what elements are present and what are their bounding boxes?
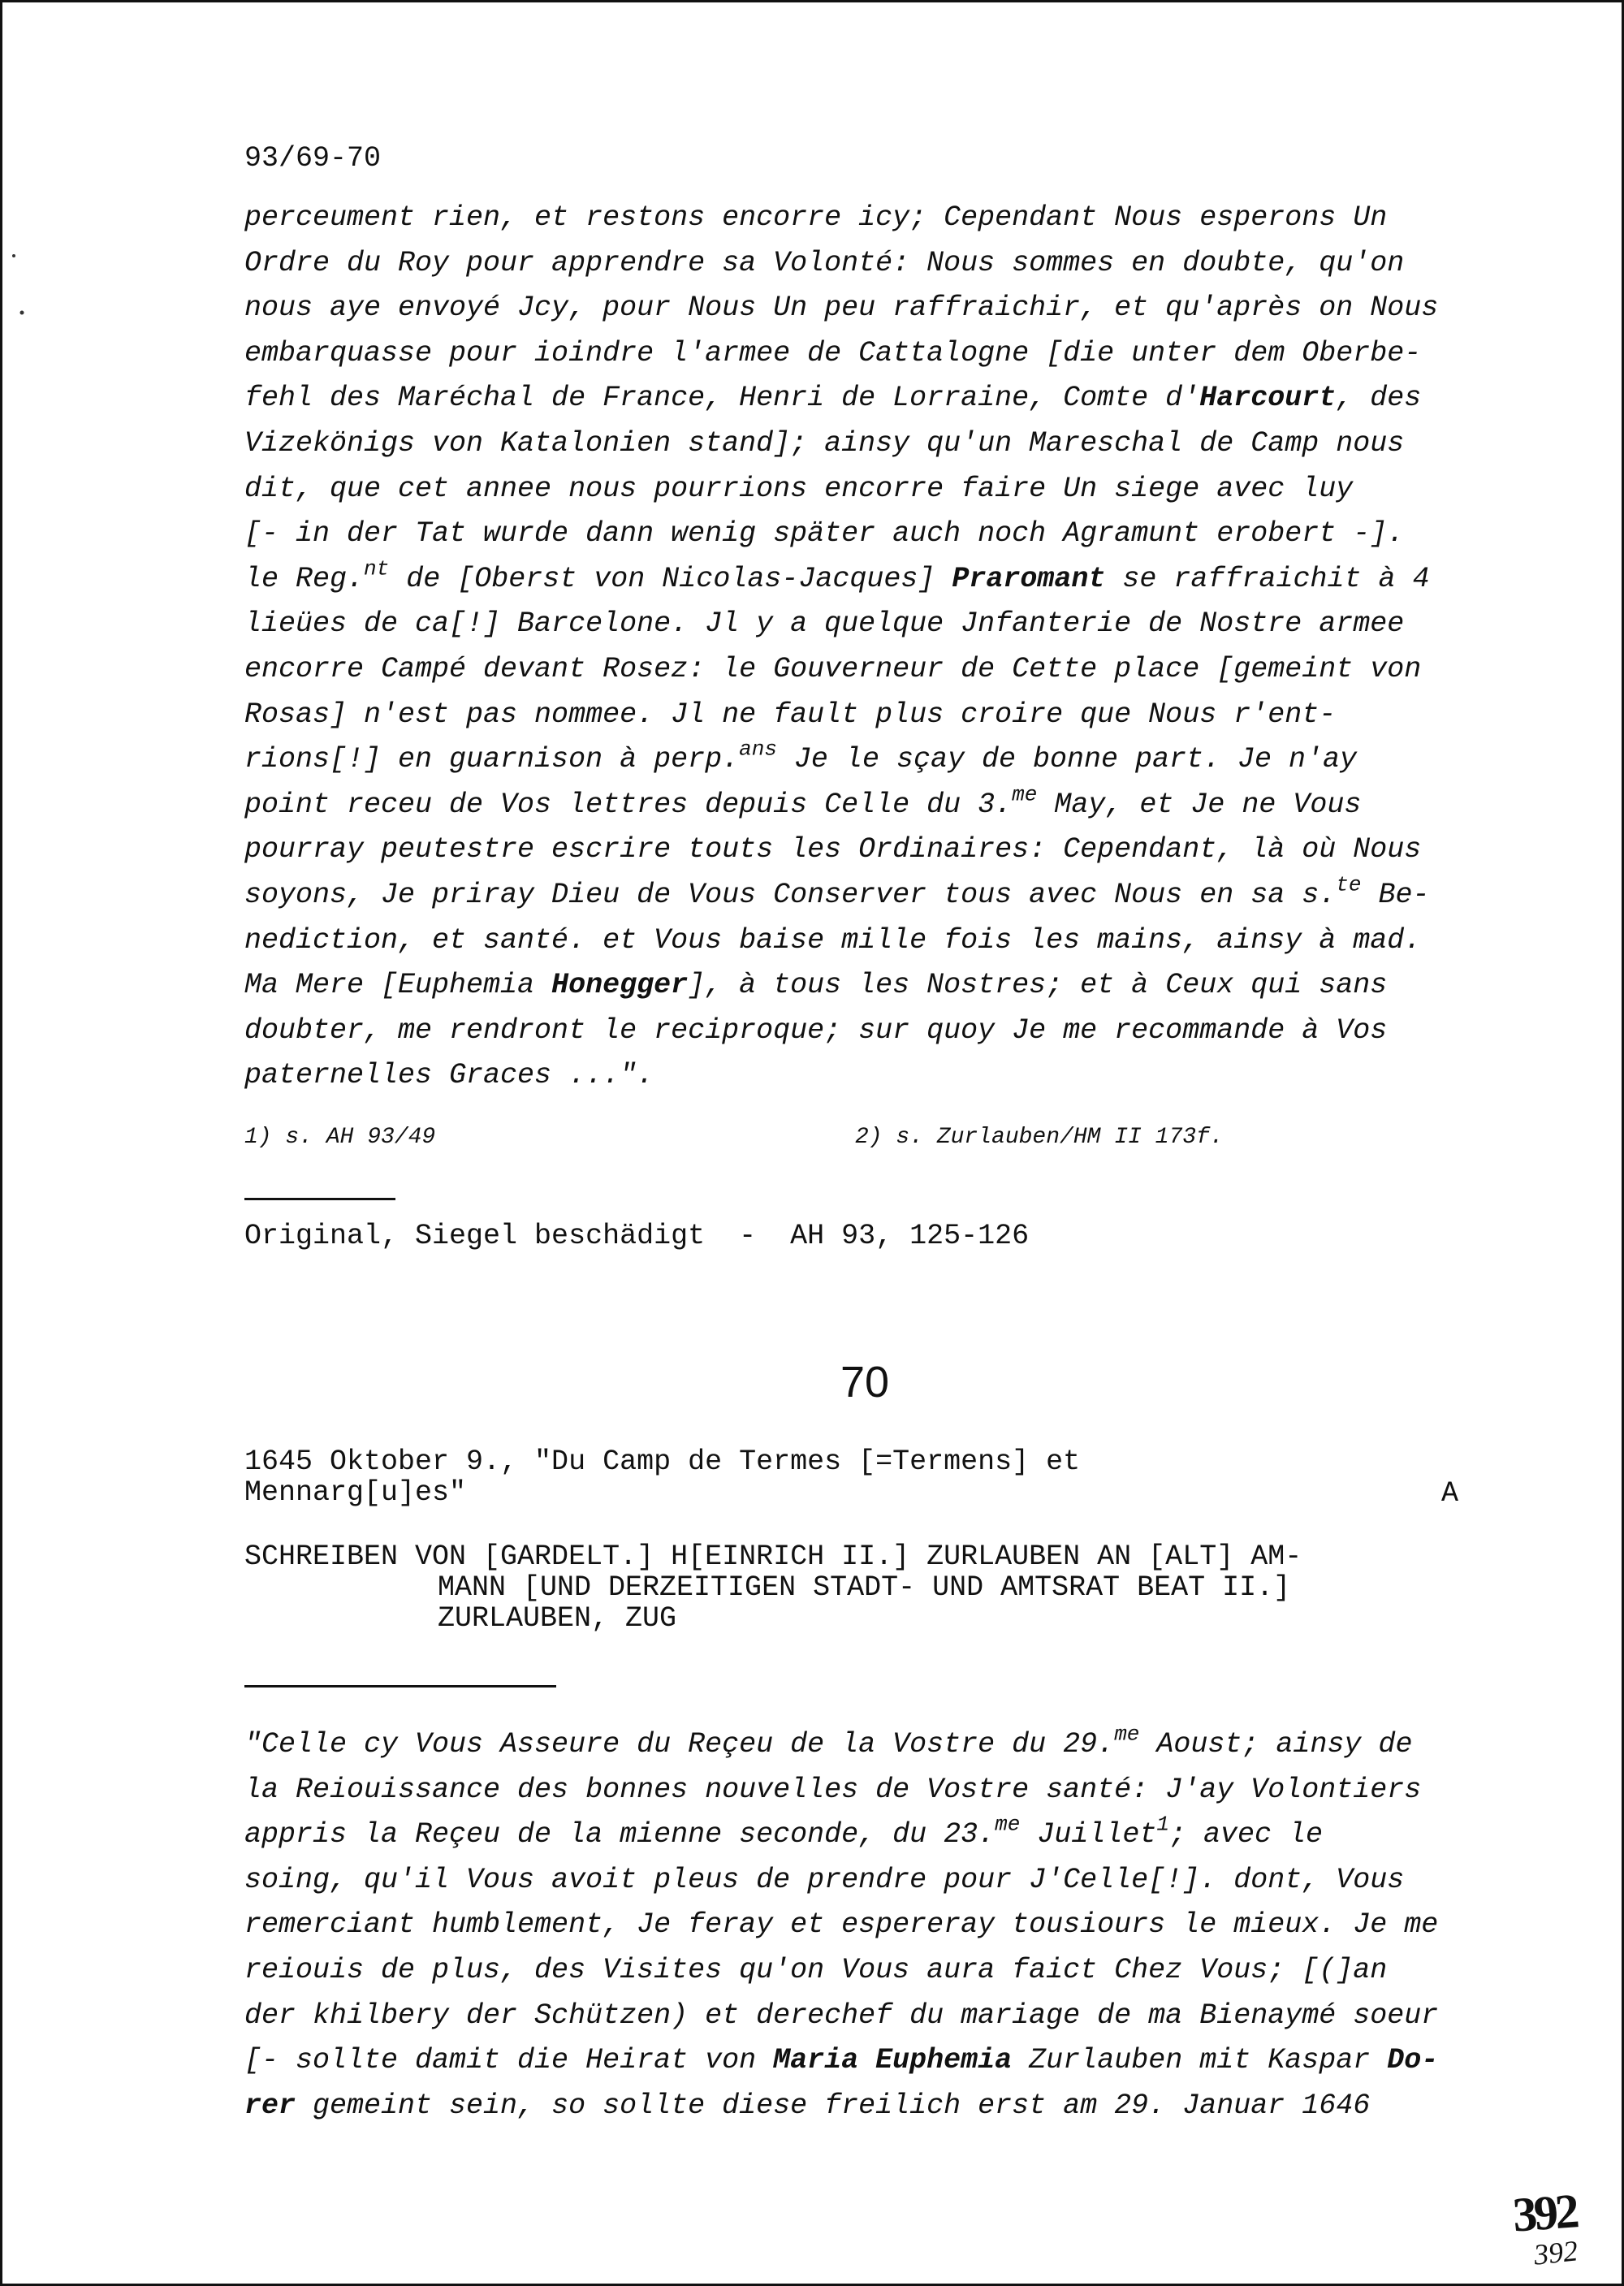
text-run: Be- [1361, 878, 1430, 911]
text-line [244, 331, 1479, 377]
text-line [244, 737, 1479, 783]
text-run: se raffraichit à 4 [1105, 562, 1430, 595]
bold-name: Harcourt [1199, 382, 1337, 415]
text-line [244, 1768, 1479, 1813]
footnote-2: 2) s. Zurlauben/HM II 173f. [855, 1125, 1224, 1150]
text-line [244, 1948, 1479, 1994]
text-line [244, 1858, 1479, 1904]
page-number-handwritten: 392 [1532, 2234, 1579, 2271]
archive-reference: 93/69-70 [244, 142, 382, 175]
text-run: Aoust; ainsy de [1139, 1728, 1413, 1761]
text-line [244, 196, 1479, 241]
title-line: MANN [UND DERZEITIGEN STADT- UND AMTSRAT BEAT II.] [438, 1571, 1291, 1604]
text-line [244, 286, 1479, 331]
text-line [244, 828, 1479, 873]
text-run: , des [1336, 382, 1422, 415]
text-run: appris la Reçeu de la mienne seconde, du 23. [244, 1818, 996, 1852]
text-run: lieües de ca[!] Barcelone. Jl y a quelque Jnfanterie de Nostre armee [244, 607, 1405, 641]
text-run: ], à tous les Nostres; et à Ceux qui sans [688, 969, 1388, 1002]
text-line [244, 512, 1479, 557]
footnote-1: 1) s. AH 93/49 [244, 1125, 436, 1150]
letter-continuation-text [244, 196, 1479, 1099]
text-run: perceument rien, et restons encorre icy; Cependant Nous esperons Un [244, 201, 1388, 234]
superscript-text: me [1012, 782, 1038, 807]
text-run: point receu de Vos lettres depuis Celle du 3. [244, 788, 1013, 821]
text-run: gemeint sein, so sollte diese freilich erst am 29. Januar 1646 [296, 2089, 1371, 2122]
text-line [244, 918, 1479, 964]
text-line [244, 602, 1479, 647]
text-run: Je le sçay de bonne part. Je n'ay [776, 743, 1358, 776]
bold-name: Honegger [551, 969, 689, 1002]
text-line [244, 963, 1479, 1009]
text-run: la Reiouissance des bonnes nouvelles de Vostre santé: J'ay Volontiers [244, 1773, 1422, 1806]
text-line [244, 873, 1479, 918]
text-run: Ordre du Roy pour apprendre sa Volonté: Nous sommes en doubte, qu'on [244, 246, 1405, 279]
text-run: [- sollte damit die Heirat von [244, 2044, 774, 2077]
text-line [244, 421, 1479, 467]
text-line [244, 1009, 1479, 1054]
superscript-text: te [1336, 872, 1362, 897]
source-line: Original, Siegel beschädigt - AH 93, 125-126 [244, 1220, 1030, 1252]
text-run: Vizekönigs von Katalonien stand]; ainsy qu'un Mareschal de Camp nous [244, 426, 1405, 460]
text-line [244, 693, 1479, 738]
text-line [244, 1994, 1479, 2039]
text-run: reiouis de plus, des Visites qu'on Vous aura faict Chez Vous; [(]an [244, 1953, 1388, 1986]
document-number: 70 [840, 1358, 890, 1407]
text-run: remerciant humblement, Je feray et espereray tousiours le mieux. Je me [244, 1908, 1439, 1942]
text-line [244, 2084, 1479, 2129]
text-line [244, 557, 1479, 603]
page-number-stamp: 392 [1510, 2184, 1579, 2242]
text-line [244, 1903, 1479, 1948]
text-run: Zurlauben mit Kaspar [1012, 2044, 1388, 2077]
text-line [244, 1053, 1479, 1099]
text-run: paternelles Graces ...". [244, 1059, 654, 1092]
text-run: "Celle cy Vous Asseure du Reçeu de la Vostre du 29. [244, 1728, 1115, 1761]
title-line: SCHREIBEN VON [GARDELT.] H[EINRICH II.] ZURLAUBEN AN [ALT] AM- [244, 1541, 1302, 1573]
text-line [244, 376, 1479, 421]
divider-rule [244, 1198, 395, 1200]
text-run: encorre Campé devant Rosez: le Gouverneur de Cette place [gemeint von [244, 652, 1422, 685]
text-run: Juillet [1020, 1818, 1157, 1852]
bold-name: Do- [1387, 2044, 1439, 2077]
text-line [244, 1722, 1479, 1768]
text-run: May, et Je ne Vous [1037, 788, 1362, 821]
document-date-place [244, 1446, 1080, 1508]
superscript-text: me [1114, 1722, 1140, 1747]
text-run: embarquasse pour ioindre l'armee de Cattalogne [die unter dem Oberbe- [244, 336, 1422, 369]
superscript-text: ans [739, 737, 777, 762]
title-line: ZURLAUBEN, ZUG [438, 1602, 677, 1635]
date-line: Mennarg[u]es" [244, 1476, 467, 1509]
text-run: der khilbery der Schützen) et derechef du mariage de ma Bienaymé soeur [244, 1999, 1439, 2032]
text-run: le Reg. [244, 562, 365, 595]
text-run: nediction, et santé. et Vous baise mille fois les mains, ainsy à mad. [244, 923, 1422, 957]
text-run: soyons, Je priray Dieu de Vous Conserver tous avec Nous en sa s. [244, 878, 1337, 911]
text-run: de [Oberst von Nicolas-Jacques] [389, 562, 952, 595]
superscript-text: me [995, 1812, 1021, 1837]
document-marker: A [1441, 1477, 1459, 1510]
superscript-text: 1 [1156, 1812, 1170, 1837]
text-run: nous aye envoyé Jcy, pour Nous Un peu raffraichir, et qu'après on Nous [244, 292, 1439, 325]
text-run: doubter, me rendront le reciproque; sur quoy Je me recommande à Vos [244, 1013, 1388, 1047]
text-line [244, 783, 1479, 828]
date-line: 1645 Oktober 9., "Du Camp de Termes [=Termens] et [244, 1445, 1081, 1478]
text-run: [- in der Tat wurde dann wenig später auch noch Agramunt erobert -]. [244, 517, 1405, 551]
text-line [244, 241, 1479, 287]
bold-name: rer [244, 2089, 296, 2122]
text-run: pourray peutestre escrire touts les Ordinaires: Cependant, là où Nous [244, 833, 1422, 866]
text-run: Ma Mere [Euphemia [244, 969, 552, 1002]
document-title [244, 1541, 1302, 1634]
text-run: Rosas] n'est pas nommee. Jl ne fault plus croire que Nous r'ent- [244, 698, 1337, 731]
text-run: fehl des Maréchal de France, Henri de Lorraine, Comte d' [244, 382, 1200, 415]
divider-rule [244, 1685, 556, 1687]
bold-name: Praromant [952, 562, 1106, 595]
letter-text [244, 1722, 1479, 2128]
text-run: ; avec le [1169, 1818, 1324, 1852]
text-run: rions[!] en guarnison à perp. [244, 743, 740, 776]
bold-name: Maria Euphemia [773, 2044, 1013, 2077]
text-run: dit, que cet annee nous pourrions encorre faire Un siege avec luy [244, 472, 1354, 505]
superscript-text: nt [364, 556, 390, 581]
text-line [244, 2038, 1479, 2084]
text-run: soing, qu'il Vous avoit pleus de prendre pour J'Celle[!]. dont, Vous [244, 1863, 1405, 1896]
text-line [244, 1813, 1479, 1858]
scan-specks [9, 246, 33, 327]
text-line [244, 647, 1479, 693]
text-line [244, 467, 1479, 512]
